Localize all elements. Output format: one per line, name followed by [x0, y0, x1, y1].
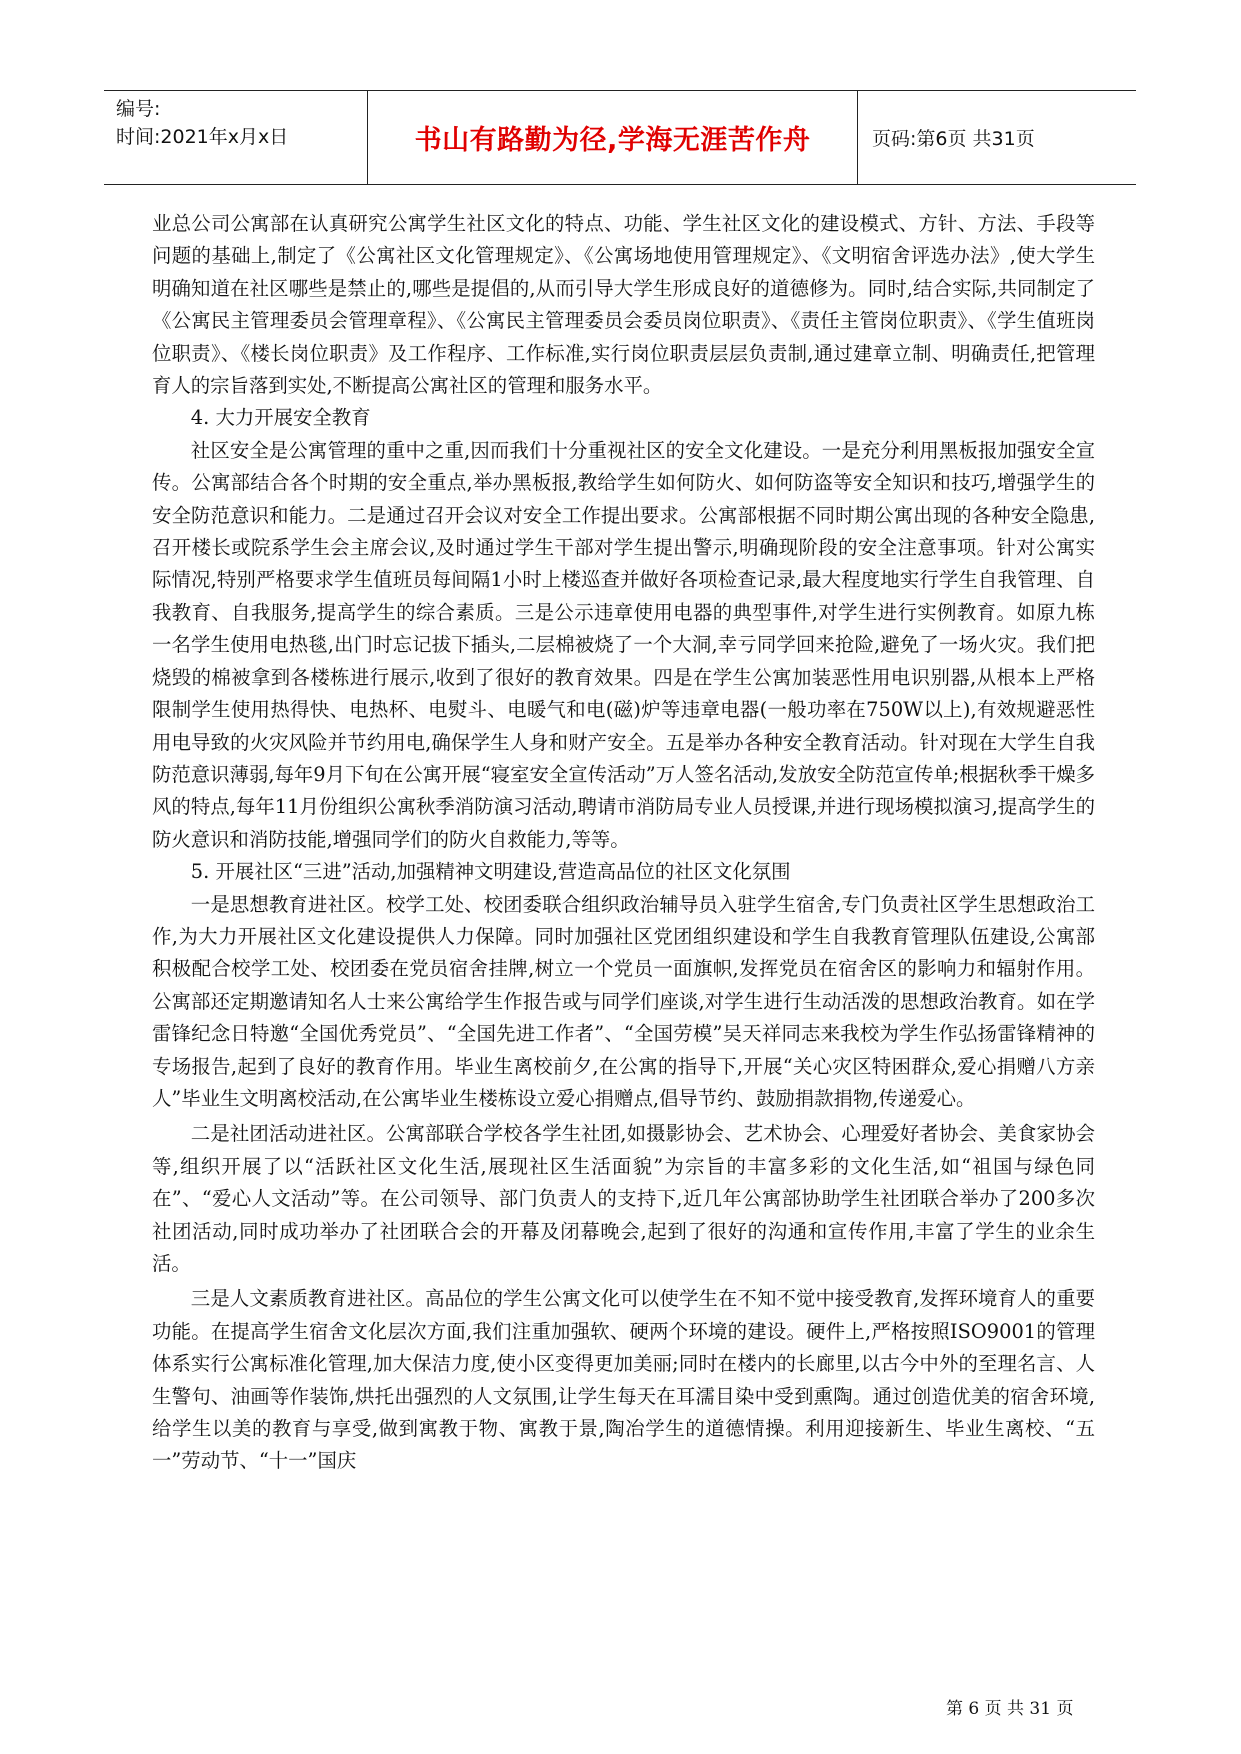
header-table [104, 90, 1136, 185]
time-label: 时间:2021年x月x日 [116, 126, 289, 148]
motto: 书山有路勤为径,学海无涯苦作舟 [368, 91, 858, 184]
section-heading-4: 4. 大力开展安全教育 [190, 406, 371, 430]
section-heading-5: 5. 开展社区“三进”活动,加强精神文明建设,营造高品位的社区文化氛围 [190, 860, 791, 884]
paragraph-continuation: 业总公司公寓部在认真研究公寓学生社区文化的特点、功能、学生社区文化的建设模式、方针、方法、手段等问题的基础上,制定了《公寓社区文化管理规定》、《公寓场地使用管理规定》、《文明宿舍评选办法》,使大学生明确知道在社区哪些是禁止的,哪些是提倡的,从而引导大学生形成良好的道德修为。同时,结合实际,共同制定了《公寓民主管理委员会管理章程》、《公寓民主管理委员会委员岗位职责》、《责任主管岗位职责》、《学生值班岗位职责》、《楼长岗位职责》及工作程序、工作标准,实行岗位职责层层负责制,通过建章立制、明确责任,把管理育人的宗旨落到实处,不断提高公寓社区的管理和服务水平。 [152, 212, 1095, 398]
paragraph-ideology: 一是思想教育进社区。校学工处、校团委联合组织政治辅导员入驻学生宿舍,专门负责社区学生思想政治工作,为大力开展社区文化建设提供人力保障。同时加强社区党团组织建设和学生自我教育管理队伍建设,公寓部积极配合校学工处、校团委在党员宿舍挂牌,树立一个党员一面旗帜,发挥党员在宿舍区的影响力和辐射作用。公寓部还定期邀请知名人士来公寓给学生作报告或与同学们座谈,对学生进行生动活泼的思想政治教育。如在学雷锋纪念日特邀“全国优秀党员”、“全国先进工作者”、“全国劳模”吴天祥同志来我校为学生作弘扬雷锋精神的专场报告,起到了良好的教育作用。毕业生离校前夕,在公寓的指导下,开展“关心灾区特困群众,爱心捐赠八方亲人”毕业生文明离校活动,在公寓毕业生楼栋设立爱心捐赠点,倡导节约、鼓励捐款捐物,传递爱心。 [152, 892, 1095, 1110]
paragraph-safety: 社区安全是公寓管理的重中之重,因而我们十分重视社区的安全文化建设。一是充分利用黑板报加强安全宣传。公寓部结合各个时期的安全重点,举办黑板报,教给学生如何防火、如何防盗等安全知识和技巧,增强学生的安全防范意识和能力。二是通过召开会议对安全工作提出要求。公寓部根据不同时期公寓出现的各种安全隐患,召开楼长或院系学生会主席会议,及时通过学生干部对学生提出警示,明确现阶段的安全注意事项。针对公寓实际情况,特别严格要求学生值班员每间隔1小时上楼巡查并做好各项检查记录,最大程度地实行学生自我管理、自我教育、自我服务,提高学生的综合素质。三是公示违章使用电器的典型事件,对学生进行实例教育。如原九栋一名学生使用电热毯,出门时忘记拔下插头,二层棉被烧了一个大洞,幸亏同学回来抢险,避免了一场火灾。我们把烧毁的棉被拿到各楼栋进行展示,收到了很好的教育效果。四是在学生公寓加装恶性用电识别器,从根本上严格限制学生使用热得快、电热杯、电熨斗、电暖气和电(磁)炉等违章电器(一般功率在750W以上),有效规避恶性用电导致的火灾风险并节约用电,确保学生人身和财产安全。五是举办各种安全教育活动。针对现在大学生自我防范意识薄弱,每年9月下旬在公寓开展“寝室安全宣传活动”万人签名活动,发放安全防范宣传单;根据秋季干燥多风的特点,每年11月份组织公寓秋季消防演习活动,聘请市消防局专业人员授课,并进行现场模拟演习,提高学生的防火意识和消防技能,增强同学们的防火自救能力,等等。 [152, 438, 1095, 851]
paragraph-clubs: 二是社团活动进社区。公寓部联合学校各学生社团,如摄影协会、艺术协会、心理爱好者协会、美食家协会等,组织开展了以“活跃社区文化生活,展现社区生活面貌”为宗旨的丰富多彩的文化生活,如“祖国与绿色同在”、“爱心人文活动”等。在公司领导、部门负责人的支持下,近几年公寓部协助学生社团联合举办了200多次社团活动,同时成功举办了社团联合会的开幕及闭幕晚会,起到了很好的沟通和宣传作用,丰富了学生的业余生活。 [152, 1122, 1095, 1275]
page-info: 页码:第6页 共31页 [872, 128, 1035, 150]
paragraph-humanities: 三是人文素质教育进社区。高品位的学生公寓文化可以使学生在不知不觉中接受教育,发挥环境育人的重要功能。在提高学生宿舍文化层次方面,我们注重加强软、硬两个环境的建设。硬件上,严格按照ISO9001的管理体系实行公寓标准化管理,加大保洁力度,使小区变得更加美丽;同时在楼内的长廊里,以古今中外的至理名言、人生警句、油画等作装饰,烘托出强烈的人文氛围,让学生每天在耳濡目染中受到熏陶。通过创造优美的宿舍环境,给学生以美的教育与享受,做到寓教于物、寓教于景,陶冶学生的道德情操。利用迎接新生、毕业生离校、“五一”劳动节、“十一”国庆 [152, 1287, 1095, 1473]
header-left-cell [104, 91, 368, 184]
document-body [152, 208, 1095, 1478]
number-label: 编号: [116, 98, 161, 120]
page-footer: 第 6 页 共 31 页 [946, 1699, 1074, 1719]
